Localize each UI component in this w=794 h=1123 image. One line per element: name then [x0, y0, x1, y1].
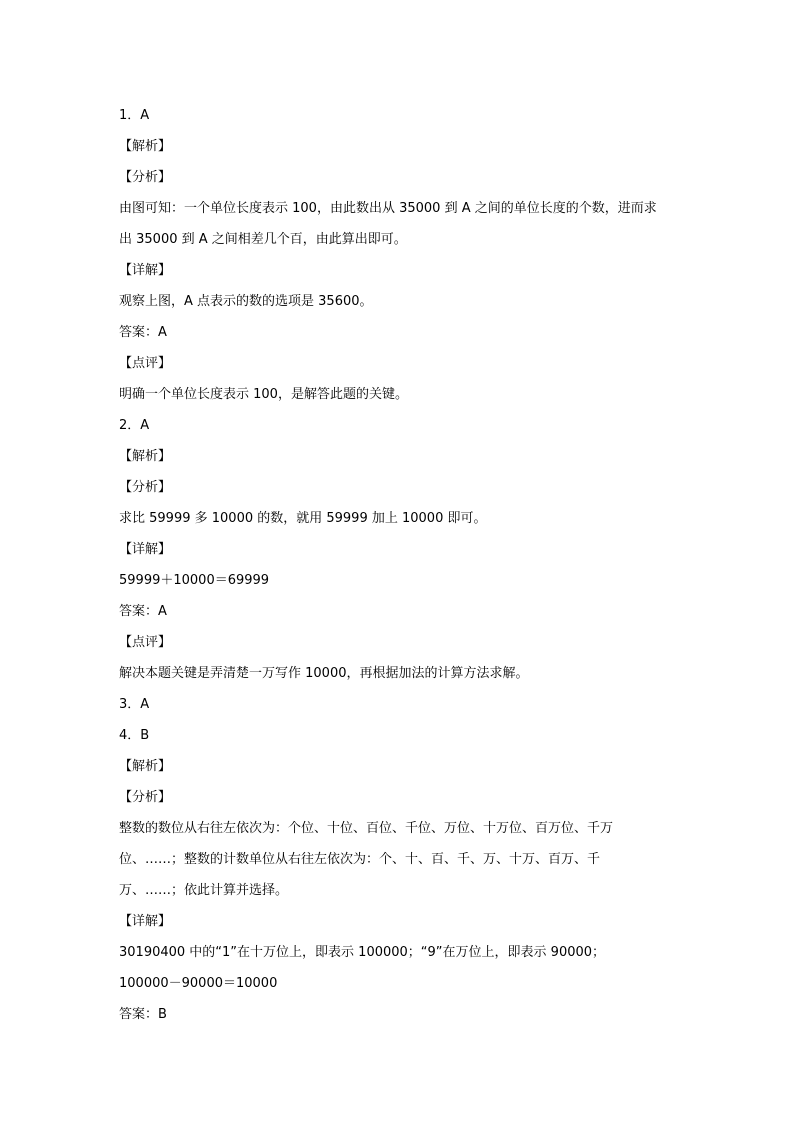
section-heading-jiexi: 【解析】: [119, 139, 172, 154]
comment-text: 解决本题关键是弄清楚一万写作 10000，再根据加法的计算方法求解。: [119, 666, 529, 681]
analysis-text: 整数的数位从右往左依次为：个位、十位、百位、千位、万位、十万位、百万位、千万: [119, 821, 614, 836]
section-heading-dianping: 【点评】: [119, 635, 172, 650]
analysis-text: 出 35000 到 A 之间相差几个百，由此算出即可。: [119, 232, 407, 247]
section-heading-fenxi: 【分析】: [119, 480, 172, 495]
detail-text: 观察上图，A 点表示的数的选项是 35600。: [119, 294, 373, 309]
answer-3-number: 3．A: [119, 697, 150, 712]
section-heading-dianping: 【点评】: [119, 356, 172, 371]
section-heading-fenxi: 【分析】: [119, 170, 172, 185]
section-heading-xiangjie: 【详解】: [119, 263, 172, 278]
answer-1-number: 1．A: [119, 108, 150, 123]
answer-text: 答案：A: [119, 604, 167, 619]
analysis-text: 万、……；依此计算并选择。: [119, 883, 289, 898]
section-heading-xiangjie: 【详解】: [119, 542, 172, 557]
comment-text: 明确一个单位长度表示 100，是解答此题的关键。: [119, 387, 408, 402]
calculation-text: 100000－90000＝10000: [119, 976, 278, 991]
detail-text: 30190400 中的“1”在十万位上，即表示 100000；“9”在万位上，即表示 90000；: [119, 945, 606, 960]
answer-text: 答案：A: [119, 325, 167, 340]
section-heading-fenxi: 【分析】: [119, 790, 172, 805]
section-heading-jiexi: 【解析】: [119, 449, 172, 464]
answer-text: 答案：B: [119, 1007, 167, 1022]
section-heading-jiexi: 【解析】: [119, 759, 172, 774]
answer-4-number: 4．B: [119, 728, 150, 743]
section-heading-xiangjie: 【详解】: [119, 914, 172, 929]
answer-content: [119, 100, 689, 1030]
analysis-text: 位、……；整数的计数单位从右往左依次为：个、十、百、千、万、十万、百万、千: [119, 852, 601, 867]
answer-2-number: 2．A: [119, 418, 150, 433]
calculation-text: 59999＋10000＝69999: [119, 573, 270, 588]
analysis-text: 由图可知：一个单位长度表示 100，由此数出从 35000 到 A 之间的单位长度的个数，进而求: [119, 201, 657, 216]
analysis-text: 求比 59999 多 10000 的数，就用 59999 加上 10000 即可。: [119, 511, 487, 526]
